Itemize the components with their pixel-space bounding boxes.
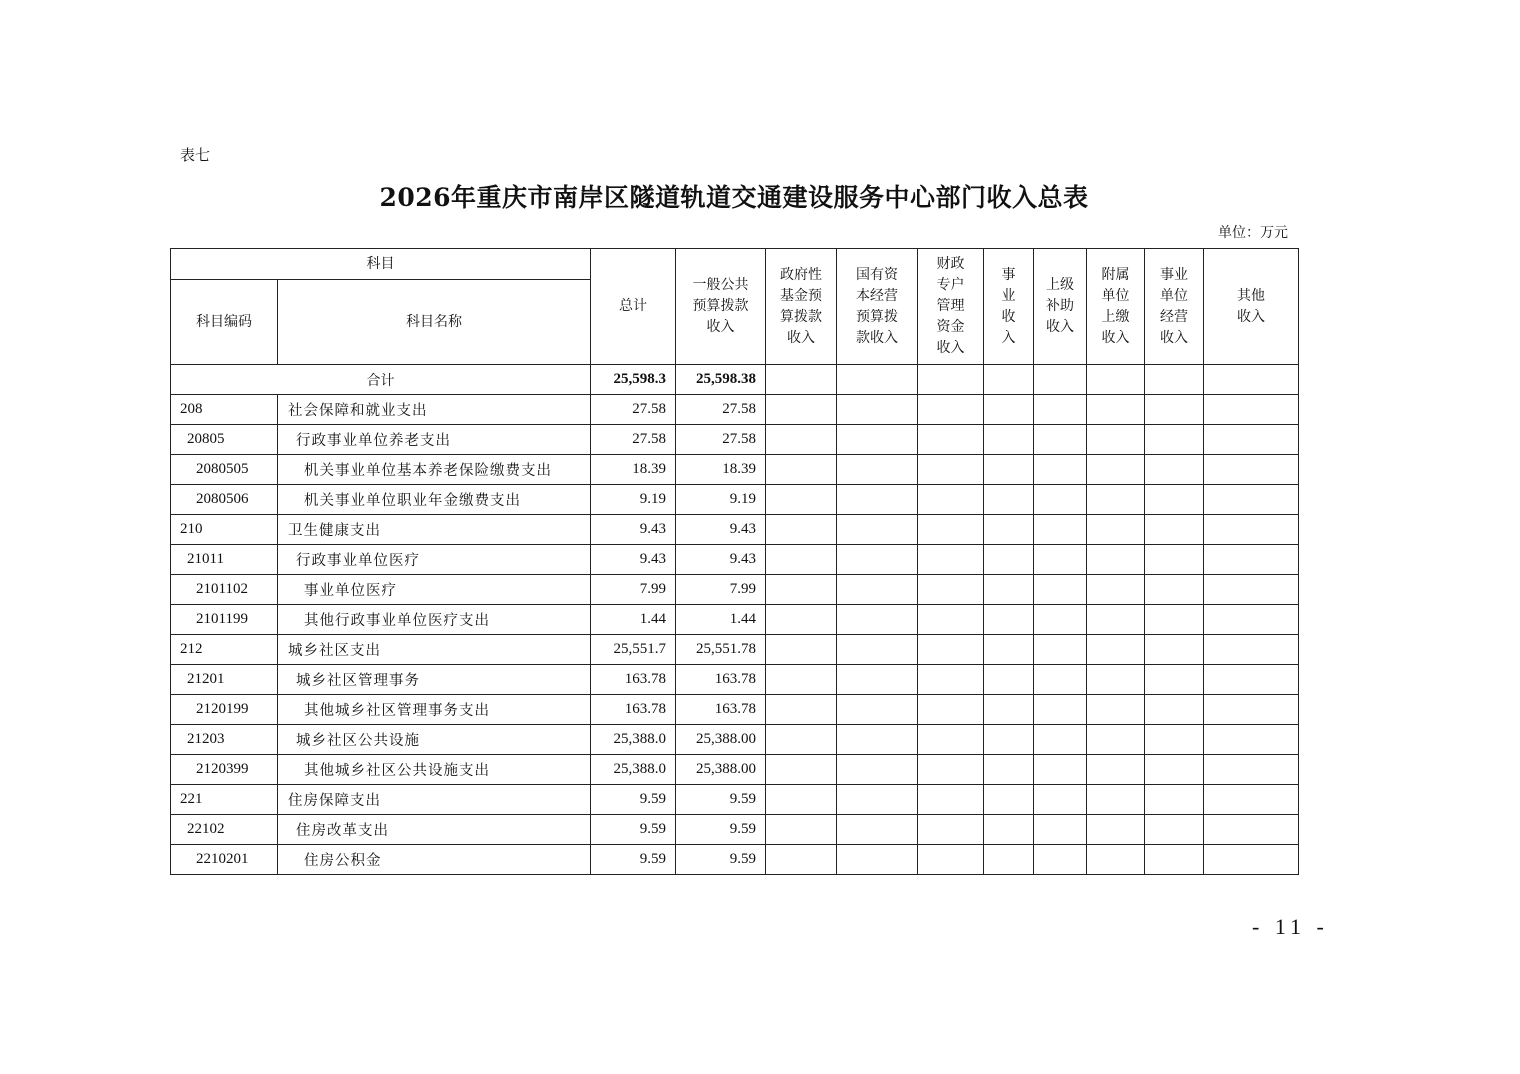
row-general: 18.39: [676, 455, 766, 485]
row-name: 行政事业单位养老支出: [278, 425, 591, 455]
empty-cell: [1034, 785, 1087, 815]
empty-cell: [918, 695, 984, 725]
row-name: 卫生健康支出: [278, 515, 591, 545]
empty-cell: [766, 815, 837, 845]
row-name: 城乡社区公共设施: [278, 725, 591, 755]
empty-cell: [837, 545, 918, 575]
empty-cell: [837, 755, 918, 785]
empty-cell: [1145, 605, 1204, 635]
header-operating: 事业单位经营收入: [1145, 249, 1204, 365]
header-special-account: 财政专户管理资金收入: [918, 249, 984, 365]
header-gov-fund: 政府性基金预算拨款收入: [766, 249, 837, 365]
empty-cell: [1145, 725, 1204, 755]
row-total: 163.78: [591, 665, 676, 695]
empty-cell: [766, 635, 837, 665]
row-code: 2080505: [171, 455, 278, 485]
row-total: 9.59: [591, 785, 676, 815]
row-name: 住房保障支出: [278, 785, 591, 815]
empty-cell: [766, 395, 837, 425]
row-total: 18.39: [591, 455, 676, 485]
row-code: 2210201: [171, 845, 278, 875]
empty-cell: [1145, 635, 1204, 665]
empty-cell: [1087, 425, 1145, 455]
row-total: 25,388.0: [591, 725, 676, 755]
row-name: 社会保障和就业支出: [278, 395, 591, 425]
table-row: [171, 815, 1299, 845]
row-general: 163.78: [676, 695, 766, 725]
empty-cell: [1145, 455, 1204, 485]
empty-cell: [984, 395, 1034, 425]
row-code: 2101199: [171, 605, 278, 635]
row-general: 25,388.00: [676, 755, 766, 785]
row-code: 20805: [171, 425, 278, 455]
row-name: 住房改革支出: [278, 815, 591, 845]
empty-cell: [1145, 665, 1204, 695]
empty-cell: [1204, 395, 1299, 425]
empty-cell: [1034, 455, 1087, 485]
row-name: 城乡社区支出: [278, 635, 591, 665]
empty-cell: [1087, 755, 1145, 785]
row-code: 2080506: [171, 485, 278, 515]
row-code: 2120199: [171, 695, 278, 725]
table-row: [171, 395, 1299, 425]
empty-cell: [1034, 395, 1087, 425]
row-name: 机关事业单位基本养老保险缴费支出: [278, 455, 591, 485]
empty-cell: [837, 695, 918, 725]
empty-cell: [918, 575, 984, 605]
table-label: 表七: [180, 146, 211, 164]
row-code: 221: [171, 785, 278, 815]
empty-cell: [1087, 635, 1145, 665]
row-name: 住房公积金: [278, 845, 591, 875]
header-name: 科目名称: [278, 280, 591, 365]
empty-cell: [1145, 575, 1204, 605]
empty-cell: [1204, 455, 1299, 485]
empty-cell: [837, 395, 918, 425]
empty-cell: [1034, 815, 1087, 845]
empty-cell: [984, 815, 1034, 845]
empty-cell: [766, 605, 837, 635]
empty-cell: [766, 455, 837, 485]
empty-cell: [1145, 755, 1204, 785]
empty-cell: [918, 815, 984, 845]
table-row: [171, 755, 1299, 785]
empty-cell: [1034, 695, 1087, 725]
header-code: 科目编码: [171, 280, 278, 365]
empty-cell: [918, 635, 984, 665]
row-total: 9.43: [591, 545, 676, 575]
row-code: 208: [171, 395, 278, 425]
empty-cell: [918, 785, 984, 815]
empty-cell: [1034, 845, 1087, 875]
empty-cell: [918, 515, 984, 545]
empty-cell: [1034, 515, 1087, 545]
row-code: 210: [171, 515, 278, 545]
row-code: 2120399: [171, 755, 278, 785]
header-subject: 科目: [171, 249, 591, 280]
empty-cell: [837, 785, 918, 815]
row-total: 27.58: [591, 395, 676, 425]
row-name: 事业单位医疗: [278, 575, 591, 605]
empty-cell: [1204, 545, 1299, 575]
empty-cell: [1087, 695, 1145, 725]
empty-cell: [984, 545, 1034, 575]
empty-cell: [1145, 785, 1204, 815]
empty-cell: [1145, 515, 1204, 545]
empty-cell: [1034, 425, 1087, 455]
header-other: 其他收入: [1204, 249, 1299, 365]
empty-cell: [1204, 815, 1299, 845]
empty-cell: [837, 425, 918, 455]
empty-cell: [837, 815, 918, 845]
row-total: 9.19: [591, 485, 676, 515]
empty-cell: [1087, 485, 1145, 515]
header-superior-subsidy: 上级补助收入: [1034, 249, 1087, 365]
empty-cell: [984, 425, 1034, 455]
empty-cell: [1204, 695, 1299, 725]
empty-cell: [1087, 455, 1145, 485]
header-affiliated: 附属单位上缴收入: [1087, 249, 1145, 365]
row-general: 27.58: [676, 425, 766, 455]
empty-cell: [918, 485, 984, 515]
row-name: 其他行政事业单位医疗支出: [278, 605, 591, 635]
empty-cell: [766, 755, 837, 785]
empty-cell: [766, 845, 837, 875]
table-row: [171, 545, 1299, 575]
empty-cell: [766, 485, 837, 515]
empty-cell: [1204, 515, 1299, 545]
row-general: 9.59: [676, 785, 766, 815]
row-general: 9.59: [676, 845, 766, 875]
page-number: - 11 -: [1252, 914, 1329, 939]
empty-cell: [984, 845, 1034, 875]
table-row: [171, 665, 1299, 695]
empty-cell: [1145, 815, 1204, 845]
row-code: 212: [171, 635, 278, 665]
row-code: 22102: [171, 815, 278, 845]
row-general: 27.58: [676, 395, 766, 425]
empty-cell: [837, 635, 918, 665]
row-code: 2101102: [171, 575, 278, 605]
header-total: 总计: [591, 249, 676, 365]
empty-cell: [918, 455, 984, 485]
empty-cell: [1034, 665, 1087, 695]
empty-cell: [918, 845, 984, 875]
row-general: 25,551.78: [676, 635, 766, 665]
empty-cell: [918, 665, 984, 695]
empty-cell: [1087, 665, 1145, 695]
empty-cell: [837, 515, 918, 545]
empty-cell: [1204, 575, 1299, 605]
empty-cell: [984, 785, 1034, 815]
empty-cell: [1145, 545, 1204, 575]
row-name: 其他城乡社区公共设施支出: [278, 755, 591, 785]
empty-cell: [984, 665, 1034, 695]
empty-cell: [1034, 545, 1087, 575]
row-general: 9.19: [676, 485, 766, 515]
empty-cell: [766, 575, 837, 605]
header-general-budget: 一般公共预算拨款收入: [676, 249, 766, 365]
empty-cell: [1145, 485, 1204, 515]
row-name: 行政事业单位医疗: [278, 545, 591, 575]
empty-cell: [1145, 845, 1204, 875]
empty-cell: [918, 395, 984, 425]
row-general: 9.59: [676, 815, 766, 845]
empty-cell: [837, 455, 918, 485]
empty-cell: [1087, 815, 1145, 845]
empty-cell: [1034, 605, 1087, 635]
empty-cell: [984, 635, 1034, 665]
total-cell: 25,598.3: [591, 365, 676, 395]
empty-cell: [837, 845, 918, 875]
empty-cell: [766, 785, 837, 815]
empty-cell: [1204, 785, 1299, 815]
table-row: [171, 605, 1299, 635]
page-title: 2026年重庆市南岸区隧道轨道交通建设服务中心部门收入总表: [379, 183, 1089, 212]
empty-cell: [984, 755, 1034, 785]
empty-cell: [1087, 395, 1145, 425]
total-label: 合计: [171, 365, 591, 395]
empty-cell: [837, 485, 918, 515]
empty-cell: [1204, 665, 1299, 695]
empty-cell: [984, 485, 1034, 515]
empty-cell: [1204, 425, 1299, 455]
row-total: 9.59: [591, 815, 676, 845]
empty-cell: [918, 755, 984, 785]
empty-cell: [766, 515, 837, 545]
row-name: 其他城乡社区管理事务支出: [278, 695, 591, 725]
empty-cell: [1087, 515, 1145, 545]
row-total: 9.59: [591, 845, 676, 875]
empty-cell: [1145, 695, 1204, 725]
empty-cell: [766, 665, 837, 695]
row-general: 9.43: [676, 515, 766, 545]
empty-cell: [766, 425, 837, 455]
empty-cell: [837, 605, 918, 635]
empty-cell: [766, 545, 837, 575]
row-total: 163.78: [591, 695, 676, 725]
header-business-income: 事业收入: [984, 249, 1034, 365]
row-total: 25,388.0: [591, 755, 676, 785]
empty-cell: [984, 605, 1034, 635]
empty-cell: [837, 575, 918, 605]
empty-cell: [1087, 725, 1145, 755]
row-total: 7.99: [591, 575, 676, 605]
table-row: [171, 695, 1299, 725]
empty-cell: [918, 425, 984, 455]
row-general: 1.44: [676, 605, 766, 635]
table-row: [171, 725, 1299, 755]
table-row: [171, 845, 1299, 875]
empty-cell: [766, 695, 837, 725]
table-row: [171, 575, 1299, 605]
row-total: 1.44: [591, 605, 676, 635]
empty-cell: [1087, 785, 1145, 815]
empty-cell: [918, 605, 984, 635]
row-general: 25,388.00: [676, 725, 766, 755]
empty-cell: [918, 545, 984, 575]
row-name: 机关事业单位职业年金缴费支出: [278, 485, 591, 515]
unit-label: 单位：万元: [1218, 225, 1288, 241]
total-row: [171, 365, 1299, 395]
empty-cell: [984, 725, 1034, 755]
empty-cell: [1034, 575, 1087, 605]
empty-cell: [1087, 575, 1145, 605]
empty-cell: [984, 515, 1034, 545]
row-general: 7.99: [676, 575, 766, 605]
row-general: 9.43: [676, 545, 766, 575]
empty-cell: [1087, 605, 1145, 635]
row-name: 城乡社区管理事务: [278, 665, 591, 695]
table-row: [171, 635, 1299, 665]
empty-cell: [766, 725, 837, 755]
empty-cell: [1204, 635, 1299, 665]
empty-cell: [1087, 845, 1145, 875]
income-summary-table: [170, 248, 1299, 875]
empty-cell: [1034, 725, 1087, 755]
empty-cell: [1034, 485, 1087, 515]
empty-cell: [1034, 635, 1087, 665]
row-total: 25,551.7: [591, 635, 676, 665]
empty-cell: [1145, 395, 1204, 425]
total-general-cell: 25,598.38: [676, 365, 766, 395]
empty-cell: [918, 725, 984, 755]
row-total: 27.58: [591, 425, 676, 455]
row-code: 21203: [171, 725, 278, 755]
empty-cell: [837, 665, 918, 695]
empty-cell: [984, 695, 1034, 725]
row-general: 163.78: [676, 665, 766, 695]
row-total: 9.43: [591, 515, 676, 545]
empty-cell: [1204, 755, 1299, 785]
table-row: [171, 455, 1299, 485]
empty-cell: [1204, 725, 1299, 755]
table-row: [171, 785, 1299, 815]
table-row: [171, 515, 1299, 545]
empty-cell: [1204, 605, 1299, 635]
empty-cell: [984, 575, 1034, 605]
row-code: 21011: [171, 545, 278, 575]
table-row: [171, 425, 1299, 455]
empty-cell: [984, 455, 1034, 485]
empty-cell: [1034, 755, 1087, 785]
empty-cell: [1145, 425, 1204, 455]
empty-cell: [1204, 485, 1299, 515]
table-row: [171, 485, 1299, 515]
empty-cell: [1087, 545, 1145, 575]
empty-cell: [837, 725, 918, 755]
empty-cell: [1204, 845, 1299, 875]
header-state-capital: 国有资本经营预算拨款收入: [837, 249, 918, 365]
row-code: 21201: [171, 665, 278, 695]
